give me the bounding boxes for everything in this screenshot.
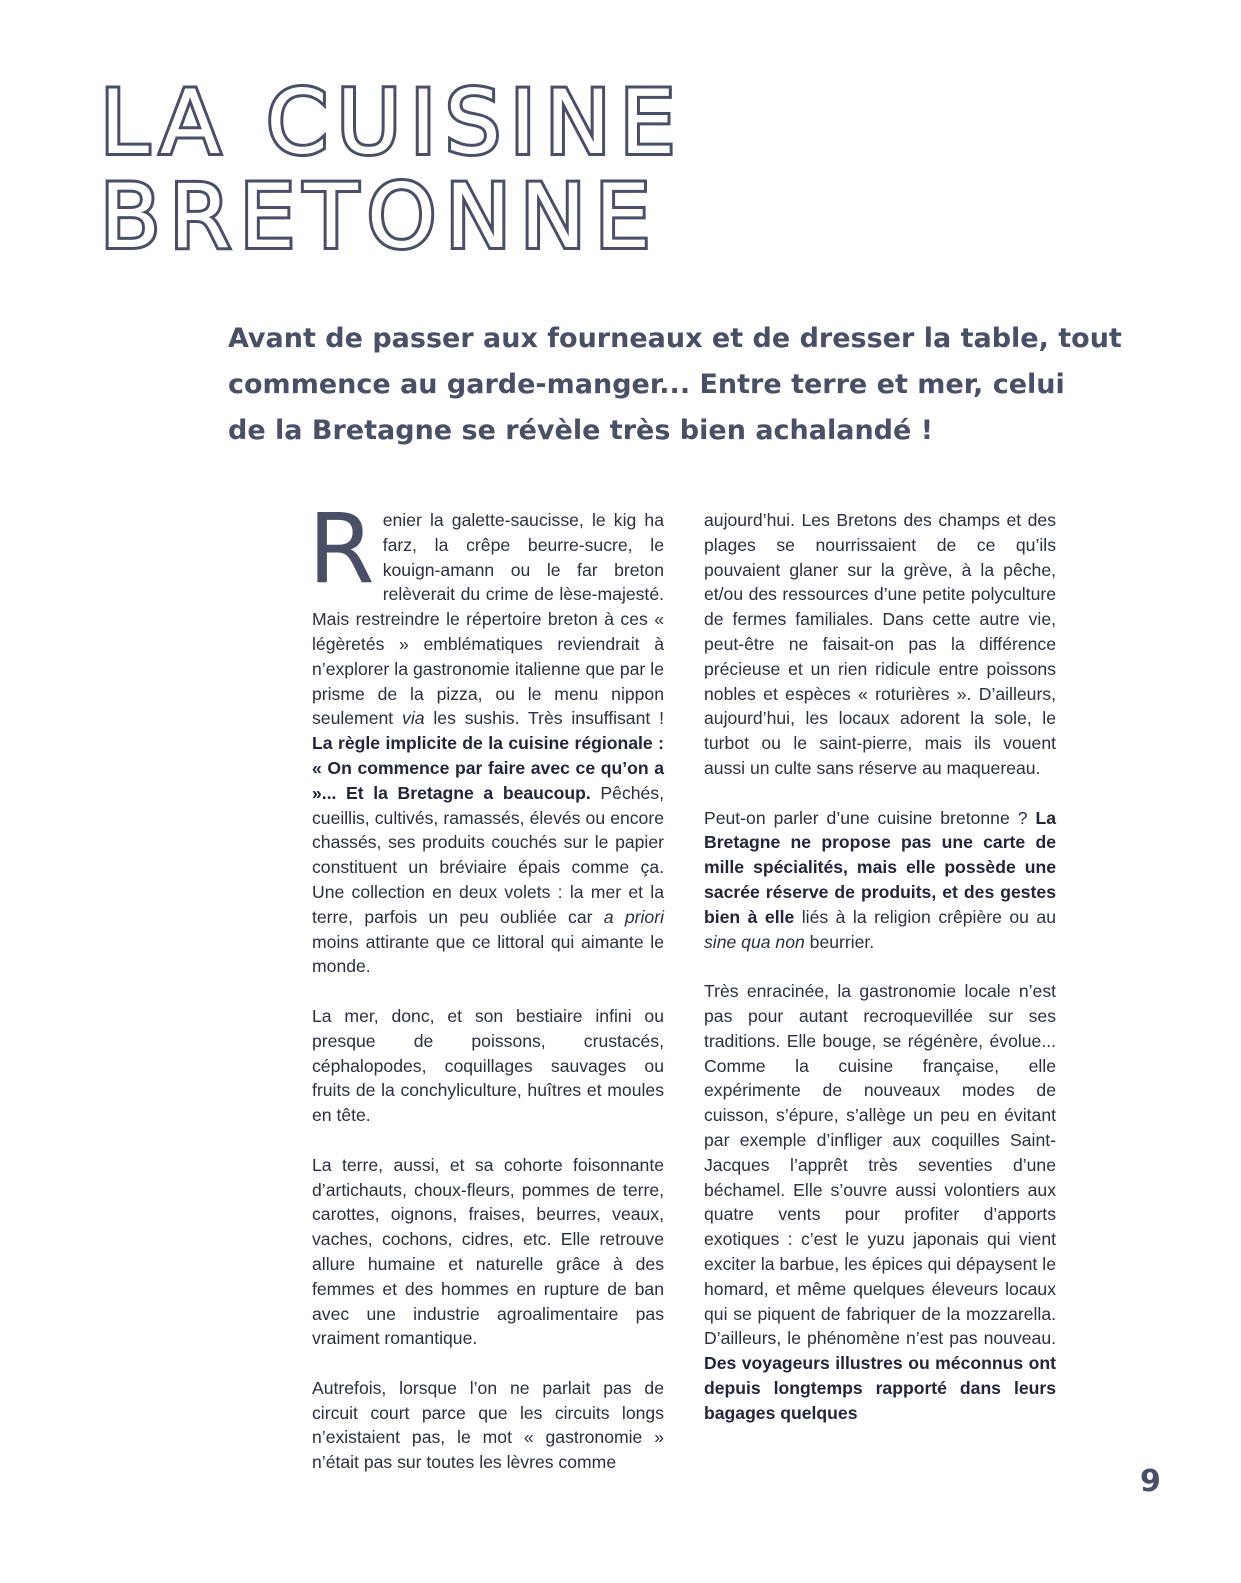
bold-run: Des voyageurs illustres ou méconnus ont depuis longtemps rapporté dans leurs bagages quelques xyxy=(704,1353,1056,1423)
text-run: Peut-on parler d’une cuisine bretonne ? xyxy=(704,807,1036,828)
paragraph: Autrefois, lorsque l’on ne parlait pas de circuit court parce que les circuits longs n’existaient pas, le mot « gastronomie » n’était pas sur toutes les lèvres comme xyxy=(312,1377,664,1473)
text-run: enier la galette-saucisse, le kig ha farz, la crêpe beurre-sucre, le kouign-amann ou le far breton relèverait du crime de lèse-majesté. Mais restreindre le répertoire breton à ces « légèretés » emblématiques reviendrait à n’explorer la gastronomie italienne que par le prisme de la pizza, ou le menu nippon seulement xyxy=(312,510,664,729)
paragraph: La mer, donc, et son bestiaire infini ou presque de poissons, crustacés, céphalopodes, coquillages sauvages ou fruits de la conchyliculture, huîtres et moules en tête. xyxy=(312,1005,664,1126)
text-run: Pêchés, cueillis, cultivés, ramassés, élevés ou encore chassés, ses produits couchés sur le papier constituent un bréviaire épais comme ça. Une collection en deux volets : la mer et la terre, parfois un peu oubliée car xyxy=(312,782,664,927)
italic-run: a priori xyxy=(603,906,664,927)
right-column xyxy=(704,508,1056,1425)
paragraph xyxy=(704,979,1056,1425)
paragraph xyxy=(308,493,664,979)
bold-run: La Bretagne ne propose pas une carte de mille spécialités, mais elle possède une sacrée réserve de produits, et des gestes bien à elle xyxy=(704,807,1056,927)
bold-run: La règle implicite de la cuisine régionale : « On commence par faire avec ce qu’on a »... Et la Bretagne a beaucoup. xyxy=(312,733,664,803)
text-run: les sushis. Très insuffisant ! xyxy=(424,708,664,729)
page-number: 9 xyxy=(1140,1464,1161,1499)
title-line-1: LA CUISINE xyxy=(100,71,685,174)
paragraph: aujourd’hui. Les Bretons des champs et des plages se nourrissaient de ce qu’ils pouvaient glaner sur la grève, à la pêche, et/ou des ressources d’une petite polyculture de fermes familiales. Dans cette autre vie, peut-être ne faisait-on pas la différence précieuse et un rien ridicule entre poissons nobles et espèces « roturières ». D’ailleurs, aujourd’hui, les locaux adorent la sole, le turbot ou le saint-pierre, mais ils vouent aussi un culte sans réserve au maquereau. xyxy=(704,510,1056,778)
intro-lede xyxy=(228,316,1122,454)
lede-line-3: de la Bretagne se révèle très bien achalandé ! xyxy=(228,415,934,446)
paragraph: La terre, aussi, et sa cohorte foisonnante d’artichauts, choux-fleurs, pommes de terre, carottes, oignons, fraises, beurres, veaux, vaches, cochons, cidres, etc. Elle retrouve allure humaine et naturelle grâce à des femmes et des hommes en rupture de ban avec une industrie agroalimentaire pas vraiment romantique. xyxy=(312,1154,664,1349)
italic-run: via xyxy=(402,708,425,729)
page-title xyxy=(100,71,685,268)
lede-line-2: commence au garde-manger... Entre terre et mer, celui xyxy=(228,369,1065,400)
text-run: Très enracinée, la gastronomie locale n’est pas pour autant recroquevillée sur ses traditions. Elle bouge, se régénère, évolue... Comme la cuisine française, elle expérimente de nouveaux modes de cuisson, s’épure, s’allège un peu en évitant par exemple d’infliger aux coquilles Saint-Jacques l’apprêt très seventies d’une béchamel. Elle s’ouvre aussi volontiers aux quatre vents pour profiter d’apports exotiques : c’est le yuzu japonais qui vient exciter la barbue, les épices qui dépaysent le homard, et même quelques éleveurs locaux qui se piquent de fabriquer de la mozzarella. D’ailleurs, le phénomène n’est pas nouveau. xyxy=(704,981,1056,1349)
text-run: moins attirante que ce littoral qui aimante le monde. xyxy=(312,931,664,977)
text-run: liés à la religion crêpière ou au xyxy=(794,906,1056,927)
italic-run: sine qua non xyxy=(704,931,805,952)
drop-cap: R xyxy=(308,493,375,605)
lede-line-1: Avant de passer aux fourneaux et de dresser la table, tout xyxy=(228,323,1122,354)
paragraph xyxy=(704,806,1056,955)
left-column xyxy=(308,493,664,1475)
title-line-2: BRETONNE xyxy=(100,165,660,268)
text-run: beurrier. xyxy=(804,931,875,952)
